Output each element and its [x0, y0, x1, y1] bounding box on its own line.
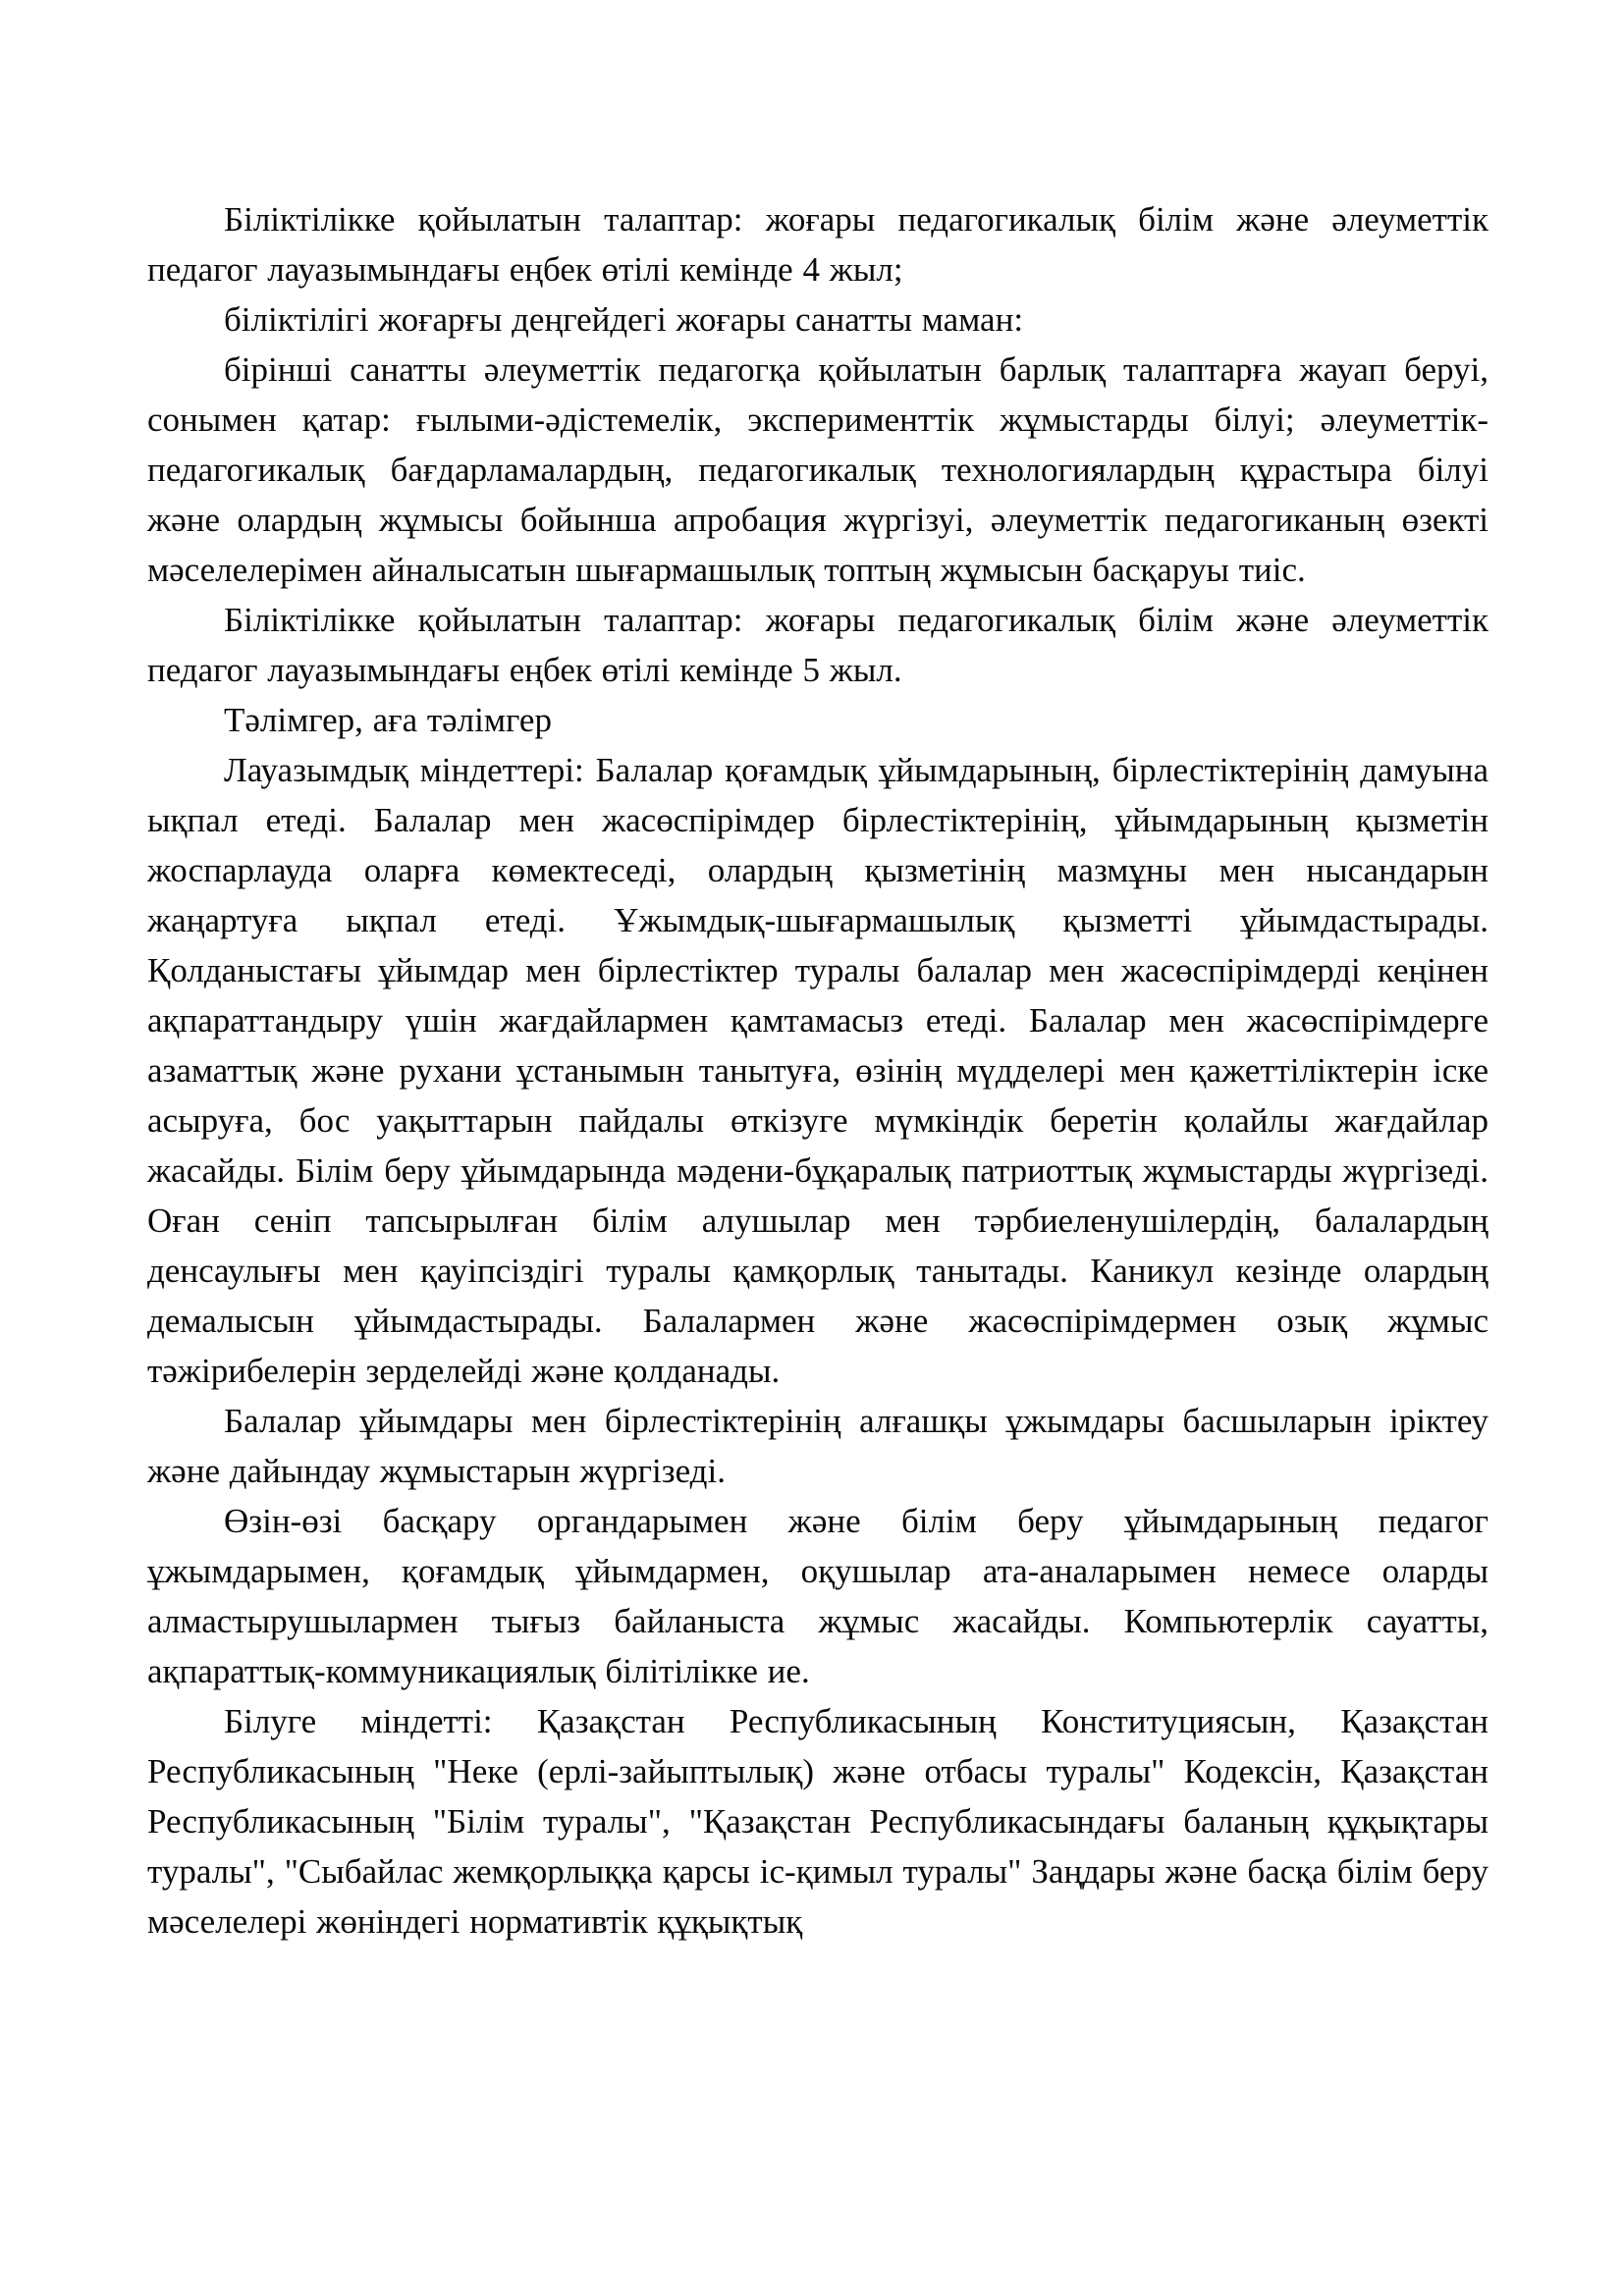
- paragraph: Біліктілікке қойылатын талаптар: жоғары педагогикалық білім және әлеуметтік педагог лауазымындағы еңбек өтілі кемінде 5 жыл.: [147, 601, 1489, 689]
- paragraph: бірінші санатты әлеуметтік педагогқа қойылатын барлық талаптарға жауап беруі, сонымен қатар: ғылыми-әдістемелік, эксперименттік жұмыстарды білуі; әлеуметтік-педагогикалық бағдарламалардың, педагогикалық технологиялардың құрастыра білуі және олардың жұмысы бойынша апробация жүргізуі, әлеуметтік педагогиканың өзекті мәселелерімен айналысатын шығармашылық топтың жұмысын басқаруы тиіс.: [147, 350, 1489, 589]
- paragraph: Балалар ұйымдары мен бірлестіктерінің алғашқы ұжымдары басшыларын іріктеу және дайындау жұмыстарын жүргізеді.: [147, 1402, 1489, 1490]
- paragraph: Өзін-өзі басқару органдарымен және білім беру ұйымдарының педагог ұжымдарымен, қоғамдық ұйымдармен, оқушылар ата-аналарымен немесе оларды алмастырушылармен тығыз байланыста жұмыс жасайды. Компьютерлік сауатты, ақпараттық-коммуникациялық білітілікке ие.: [147, 1502, 1489, 1690]
- paragraph: Тәлімгер, аға тәлімгер: [224, 701, 552, 739]
- paragraph: Білуге міндетті: Қазақстан Республикасының Конституциясын, Қазақстан Республикасының "Неке (ерлі-зайыптылық) және отбасы туралы" Кодексін, Қазақстан Республикасының "Білім туралы", "Қазақстан Республикасындағы баланың құқықтары туралы", "Сыбайлас жемқорлыққа қарсы іс-қимыл туралы" Заңдары және басқа білім беру мәселелері жөніндегі нормативтік құқықтық: [147, 1702, 1489, 1941]
- paragraph: Біліктілікке қойылатын талаптар: жоғары педагогикалық білім және әлеуметтік педагог лауазымындағы еңбек өтілі кемінде 4 жыл;: [147, 200, 1489, 289]
- document-page: [147, 194, 1489, 1947]
- paragraph: біліктілігі жоғарғы деңгейдегі жоғары санатты маман:: [224, 300, 1024, 339]
- paragraph: Лауазымдық міндеттері: Балалар қоғамдық ұйымдарының, бірлестіктерінің дамуына ықпал етеді. Балалар мен жасөспірімдер бірлестіктерінің, ұйымдарының қызметін жоспарлауда оларға көмектеседі, олардың қызметінің мазмұны мен нысандарын жаңартуға ықпал етеді. Ұжымдық-шығармашылық қызметті ұйымдастырады. Қолданыстағы ұйымдар мен бірлестіктер туралы балалар мен жасөспірімдерді кеңінен ақпараттандыру үшін жағдайлармен қамтамасыз етеді. Балалар мен жасөспірімдерге азаматтық және рухани ұстанымын танытуға, өзінің мүдделері мен қажеттіліктерін іске асыруға, бос уақыттарын пайдалы өткізуге мүмкіндік беретін қолайлы жағдайлар жасайды. Білім беру ұйымдарында мәдени-бұқаралық патриоттық жұмыстарды жүргізеді. Оған сеніп тапсырылған білім алушылар мен тәрбиеленушілердің, балалардың денсаулығы мен қауіпсіздігі туралы қамқорлық танытады. Каникул кезінде олардың демалысын ұйымдастырады. Балалармен және жасөспірімдермен озық жұмыс тәжірибелерін зерделейді және қолданады.: [147, 751, 1489, 1390]
